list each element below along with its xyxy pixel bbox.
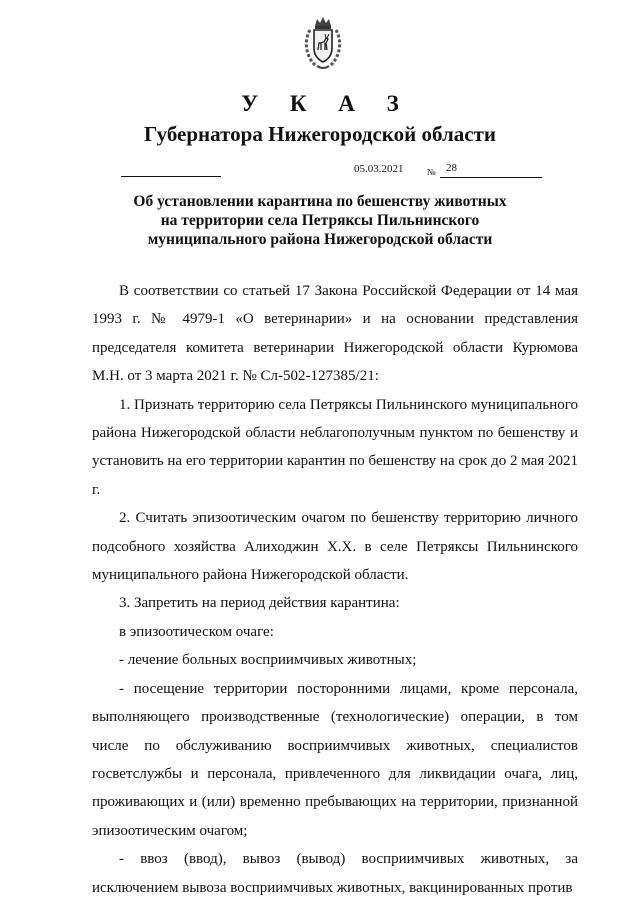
decree-date: 05.03.2021 [354,163,404,175]
decree-body [92,277,578,902]
decree-title [0,192,640,249]
clause-1-paragraph: 1. Признать территорию села Петряксы Пильнинского муниципального района Нижегородской области неблагополучным пунктом по бешенству и установить на его территории карантин по бешенству на срок до 2 мая 2021 г. [92,396,578,498]
clause-2-paragraph: 2. Считать эпизоотическим очагом по бешенству территорию личного подсобного хозяйства Алиходжин Х.Х. в селе Петряксы Пильнинского муниципального района Нижегородской области. [92,510,578,584]
decree-heading: У К А З [241,91,412,116]
list-item: - посещение территории посторонними лицами, кроме персонала, выполняющего производственные (технологические) операции, в том числе по обслуживанию восприимчивых животных, специалистов госветслужбы и персонала, привлеченного для ликвидации очага, лиц, проживающих и (или) временно пребывающих на территории, признанной эпизоотическим очагом; [92,680,578,839]
clause-3-paragraph: 3. Запретить на период действия карантина: [119,595,400,612]
decree-number: 28 [446,162,457,174]
list-item: - лечение больных восприимчивых животных; [119,652,417,669]
coat-of-arms-emblem [302,14,344,72]
title-line: Об установлении карантина по бешенству животных [133,193,507,210]
number-line [440,177,542,178]
list-intro-paragraph: в эпизоотическом очаге: [119,623,274,640]
issuer-heading: Губернатора Нижегородской области [144,122,496,146]
list-item: - ввоз (ввод), вывоз (вывод) восприимчивых животных, за исключением вывоза восприимчивых животных, вакцинированных против [92,851,578,896]
preamble-paragraph: В соответствии со статьей 17 Закона Российской Федерации от 14 мая 1993 г. № 4979-1 «О ветеринарии» и на основании представления председателя комитета ветеринарии Нижегородской области Курюмова М.Н. от 3 марта 2021 г. № Сл-502-127385/21: [92,283,578,385]
signature-line [121,176,221,177]
title-line: муниципального района Нижегородской области [147,231,493,248]
number-label: № [427,167,436,177]
title-line: на территории села Петряксы Пильнинского [160,212,480,229]
